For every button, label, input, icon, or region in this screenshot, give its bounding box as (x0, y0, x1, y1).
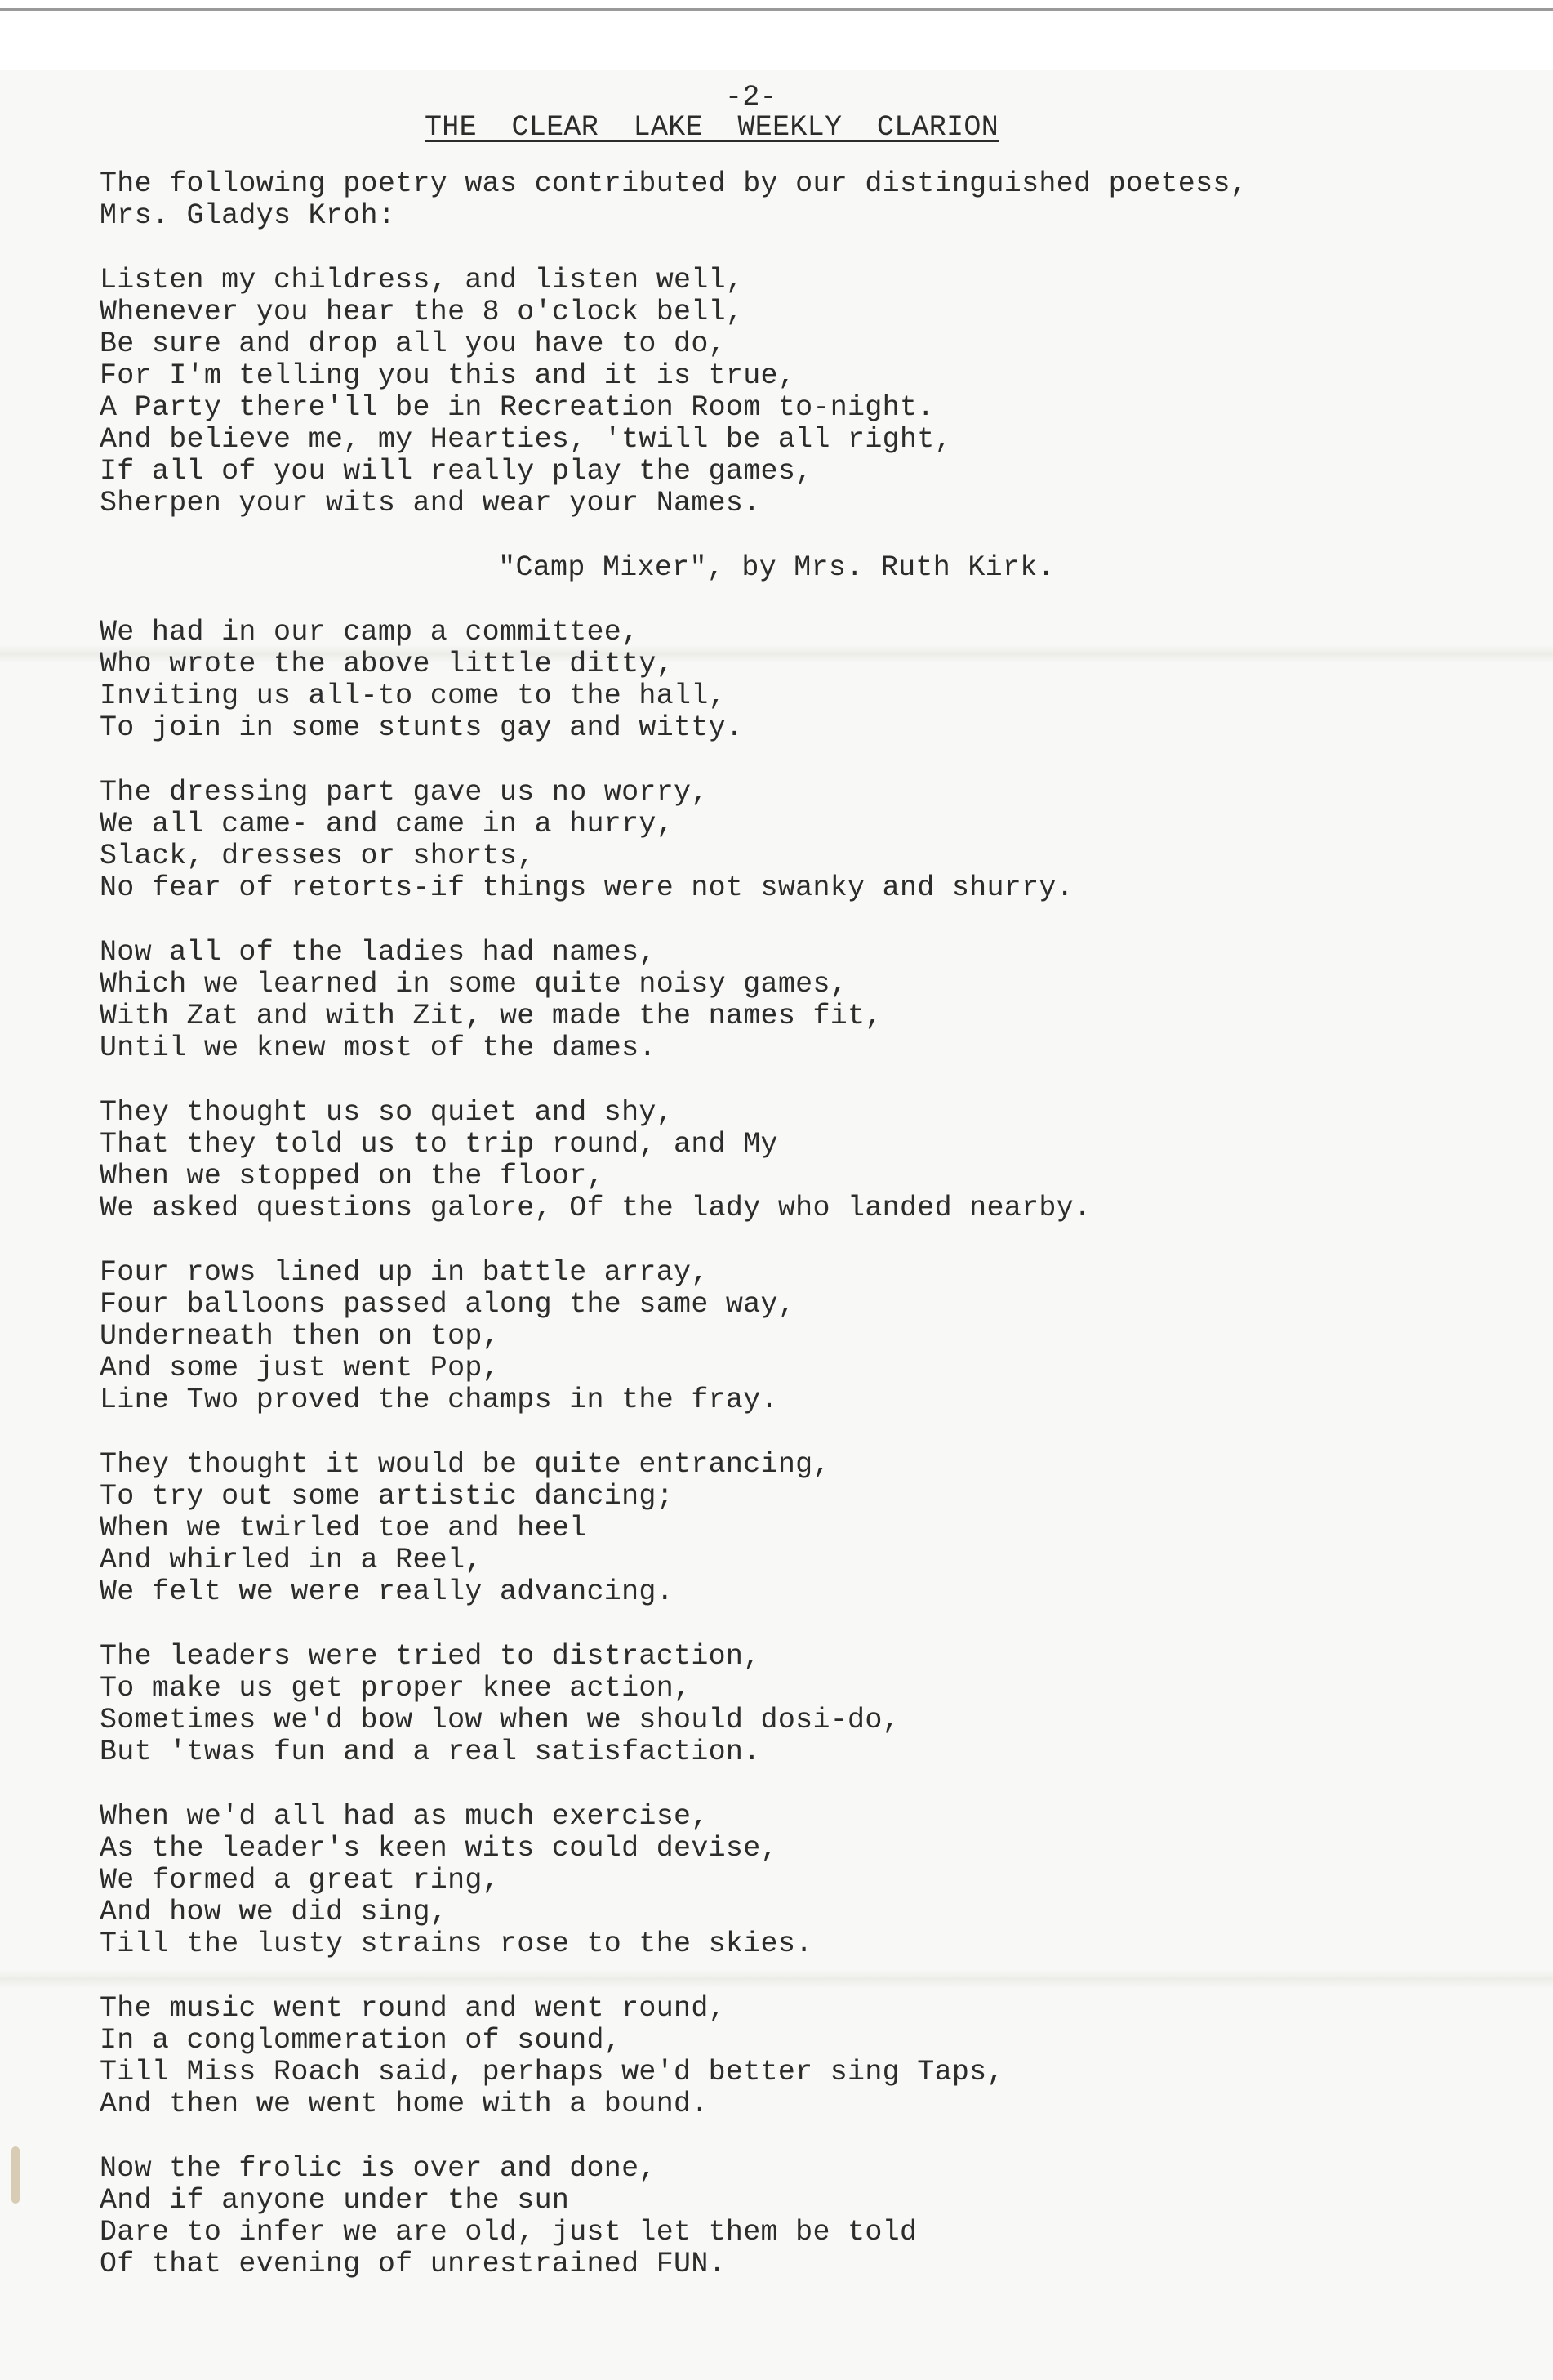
invitation-line: Whenever you hear the 8 o'clock bell, (100, 296, 744, 328)
paper-stain (11, 2146, 20, 2204)
invitation-line: Sherpen your wits and wear your Names. (100, 487, 761, 519)
invitation-line: If all of you will really play the games, (100, 455, 813, 488)
paper-fold (0, 1970, 1553, 1988)
page-number: -2- (725, 81, 777, 114)
stanza-line: Inviting us all-to come to the hall, (100, 680, 726, 712)
stanza-line: To join in some stunts gay and witty. (100, 711, 744, 744)
stanza-line: Now all of the ladies had names, (100, 936, 656, 969)
stanza-line: Now the frolic is over and done, (100, 2152, 656, 2185)
stanza-line: And some just went Pop, (100, 1352, 500, 1384)
stanza-line: As the leader's keen wits could devise, (100, 1832, 778, 1865)
stanza-line: And then we went home with a bound. (100, 2088, 709, 2120)
scan-edge-line (0, 8, 1553, 11)
intro-line: Mrs. Gladys Kroh: (100, 199, 396, 232)
stanza-line: No fear of retorts-if things were not swanky and shurry. (100, 871, 1074, 904)
stanza-line: We felt we were really advancing. (100, 1576, 674, 1608)
stanza-line: And whirled in a Reel, (100, 1544, 483, 1576)
invitation-line: A Party there'll be in Recreation Room to-night. (100, 391, 935, 424)
stanza-line: They thought us so quiet and shy, (100, 1096, 674, 1129)
stanza-line: When we stopped on the floor, (100, 1160, 604, 1192)
stanza-line: Slack, dresses or shorts, (100, 840, 535, 872)
newsletter-masthead: THE CLEAR LAKE WEEKLY CLARION (425, 111, 999, 144)
stanza-line: But 'twas fun and a real satisfaction. (100, 1736, 761, 1768)
stanza-line: Underneath then on top, (100, 1320, 500, 1353)
stanza-line: Four rows lined up in battle array, (100, 1256, 709, 1289)
stanza-line: We all came- and came in a hurry, (100, 808, 674, 840)
stanza-line: When we'd all had as much exercise, (100, 1800, 709, 1833)
stanza-line: Who wrote the above little ditty, (100, 648, 674, 680)
stanza-line: In a conglommeration of sound, (100, 2024, 622, 2057)
stanza-line: Line Two proved the champs in the fray. (100, 1384, 778, 1416)
stanza-line: We formed a great ring, (100, 1864, 500, 1896)
stanza-line: The leaders were tried to distraction, (100, 1640, 761, 1673)
stanza-line: The music went round and went round, (100, 1992, 726, 2025)
stanza-line: We had in our camp a committee, (100, 616, 639, 648)
invitation-line: And believe me, my Hearties, 'twill be all right, (100, 423, 952, 456)
stanza-line: We asked questions galore, Of the lady who landed nearby. (100, 1192, 1092, 1224)
stanza-line: Sometimes we'd bow low when we should dosi-do, (100, 1704, 900, 1736)
stanza-line: To try out some artistic dancing; (100, 1480, 674, 1513)
intro-line: The following poetry was contributed by our distinguished poetess, (100, 167, 1248, 200)
stanza-line: Which we learned in some quite noisy games, (100, 968, 848, 1001)
stanza-line: Of that evening of unrestrained FUN. (100, 2248, 726, 2280)
stanza-line: Till the lusty strains rose to the skies. (100, 1928, 813, 1960)
stanza-line: And if anyone under the sun (100, 2184, 570, 2217)
stanza-line: Till Miss Roach said, perhaps we'd better sing Taps, (100, 2056, 1004, 2088)
invitation-line: Listen my childress, and listen well, (100, 264, 744, 296)
stanza-line: With Zat and with Zit, we made the names fit, (100, 1000, 883, 1032)
invitation-line: Be sure and drop all you have to do, (100, 328, 726, 360)
stanza-line: And how we did sing, (100, 1896, 448, 1928)
stanza-line: When we twirled toe and heel (100, 1512, 587, 1544)
stanza-line: Dare to infer we are old, just let them be told (100, 2216, 918, 2249)
stanza-line: To make us get proper knee action, (100, 1672, 692, 1705)
stanza-line: They thought it would be quite entrancing, (100, 1448, 830, 1481)
invitation-line: For I'm telling you this and it is true, (100, 359, 796, 392)
poem-title: "Camp Mixer", by Mrs. Ruth Kirk. (498, 551, 1055, 584)
stanza-line: The dressing part gave us no worry, (100, 776, 709, 809)
stanza-line: Four balloons passed along the same way, (100, 1288, 796, 1321)
stanza-line: Until we knew most of the dames. (100, 1032, 656, 1064)
stanza-line: That they told us to trip round, and My (100, 1128, 778, 1161)
